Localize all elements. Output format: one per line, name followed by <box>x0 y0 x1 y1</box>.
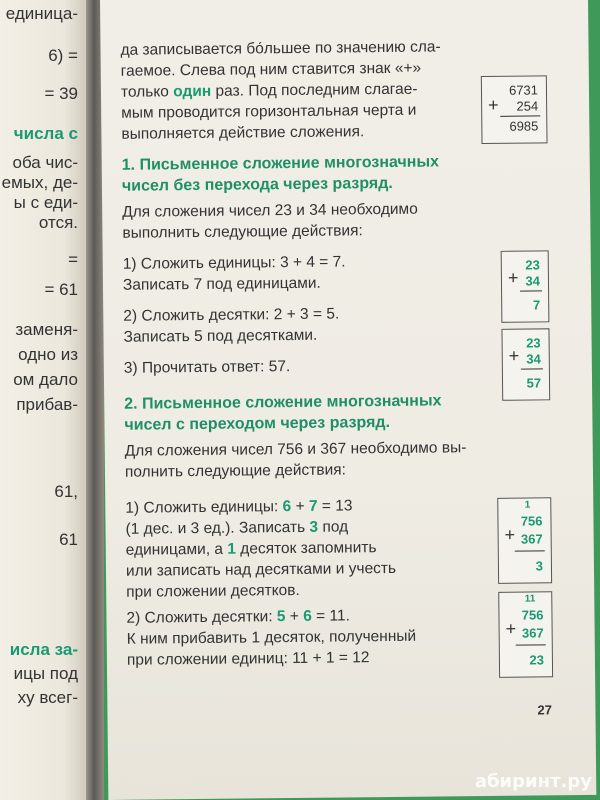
addend-top: 756 <box>521 607 544 623</box>
plus-sign: + <box>507 267 519 288</box>
section-2-step-1: при сложении десятков. <box>126 581 300 601</box>
section-2-title: чисел с переходом через разряд. <box>124 413 391 434</box>
left-page-text-line: ы с еди- <box>13 193 78 212</box>
addend-top: 6731 <box>508 82 539 98</box>
section-1-step-2: Записать 5 под десятками. <box>123 326 318 346</box>
plus-sign: + <box>508 345 520 366</box>
addend-top: 756 <box>520 513 543 529</box>
sum-line <box>520 290 542 291</box>
left-page-text-line: 61 <box>59 530 78 549</box>
section-2-step-1: (1 дес. и 3 ед.). Записать 3 под <box>125 518 349 538</box>
section-1 <box>121 150 574 391</box>
left-page-text-line: = 39 <box>44 84 78 103</box>
section-2-intro: полнить следующие действия: <box>124 461 347 481</box>
section-2-box-units <box>497 497 552 584</box>
left-page-text-line: одно из <box>18 345 78 364</box>
sum: 23 <box>529 652 545 668</box>
left-page-text-line: ом дало <box>13 370 78 389</box>
section-2-step-1: единицами, а 1 десяток запомнить <box>125 539 377 559</box>
addend-top: 23 <box>525 257 540 273</box>
sum-line <box>521 368 543 369</box>
left-page-text-line: 61, <box>54 482 78 501</box>
left-page-text-line: исла за- <box>9 640 78 659</box>
left-page-text-line: единица- <box>5 4 78 23</box>
section-2-step-2: 2) Сложить десятки: 5 + 6 = 11. <box>126 607 350 627</box>
addend-bottom: 34 <box>526 351 541 367</box>
left-page-text-line: = <box>68 250 78 269</box>
sum-line <box>516 644 546 645</box>
section-2-step-2: при сложении единиц: 11 + 1 = 12 <box>126 649 370 669</box>
accent-word: один <box>173 82 212 101</box>
left-page-text-line: заменя- <box>15 320 78 339</box>
section-2-intro: Для сложения чисел 756 и 367 необходимо вы- <box>124 439 467 460</box>
intro-line: гаемое. Слева под ним ставится знак «+» <box>120 59 422 80</box>
sum: 6985 <box>509 118 539 134</box>
right-page <box>100 0 596 800</box>
section-1-intro: выполнить следующие действия: <box>122 222 363 242</box>
intro-block <box>120 35 571 145</box>
section-1-step-1: 1) Сложить единицы: 3 + 4 = 7. <box>122 253 346 273</box>
section-2 <box>124 389 577 671</box>
left-page-text-line: числа с <box>13 124 78 143</box>
section-1-box-units <box>501 250 550 322</box>
addend-bottom: 254 <box>516 98 539 114</box>
carry-digits: 11 <box>524 593 536 605</box>
addend-top: 23 <box>526 335 541 351</box>
addend-bottom: 367 <box>521 625 544 641</box>
plus-sign: + <box>504 524 516 545</box>
left-page-text-line: отся. <box>38 213 78 232</box>
section-1-title: 1. Письменное сложение многозначных <box>121 153 440 174</box>
sum-line <box>500 115 540 116</box>
page-content <box>120 35 577 671</box>
section-1-step-2: 2) Сложить десятки: 2 + 3 = 5. <box>123 305 340 325</box>
addition-example-box <box>481 75 548 144</box>
intro-line-accent: только один раз. Под последним слагае- <box>120 80 418 101</box>
carry-digit: 1 <box>524 499 531 511</box>
intro-line: мым проводится горизонтальная черта и <box>121 101 417 122</box>
section-2-step-1: 1) Сложить единицы: 6 + 7 = 13 <box>125 497 353 517</box>
section-2-step-2: К ним прибавить 1 десяток, полученный <box>126 627 417 648</box>
section-1-title: чисел без перехода через разряд. <box>121 174 393 195</box>
section-2-title: 2. Письменное сложение многозначных <box>124 392 442 413</box>
section-1-step-3: 3) Прочитать ответ: 57. <box>123 358 291 377</box>
plus-sign: + <box>488 94 499 115</box>
page-number: 27 <box>537 702 553 718</box>
watermark-text: абиринт.ру <box>474 771 592 792</box>
sum: 7 <box>532 297 541 313</box>
section-2-box-tens <box>498 591 553 678</box>
left-page-text-line: 6) = <box>48 46 78 65</box>
left-page-text-line: ху всег- <box>17 688 78 707</box>
section-2-step-1: или записать над десятками и учесть <box>125 559 397 580</box>
section-1-intro: Для сложения чисел 23 и 34 необходимо <box>122 200 418 221</box>
left-page-text-line: оба чис- <box>12 153 78 172</box>
sum: 3 <box>535 558 544 574</box>
left-page-text-line: ицы под <box>13 664 78 683</box>
left-page-text-line: прибав- <box>16 395 78 414</box>
intro-line: да записывается бо́льшее по значению сла- <box>120 38 441 59</box>
sum: 57 <box>526 375 542 391</box>
addend-bottom: 367 <box>520 531 543 547</box>
plus-sign: + <box>505 618 517 639</box>
left-page-text-line: емых, де- <box>1 173 78 192</box>
left-page-text-line: = 61 <box>44 280 78 299</box>
sum-line <box>515 550 545 551</box>
intro-line: выполняется действие сложения. <box>121 123 365 143</box>
left-page <box>0 0 92 800</box>
section-1-step-1: Записать 7 под единицами. <box>122 274 321 294</box>
addend-bottom: 34 <box>525 273 541 289</box>
